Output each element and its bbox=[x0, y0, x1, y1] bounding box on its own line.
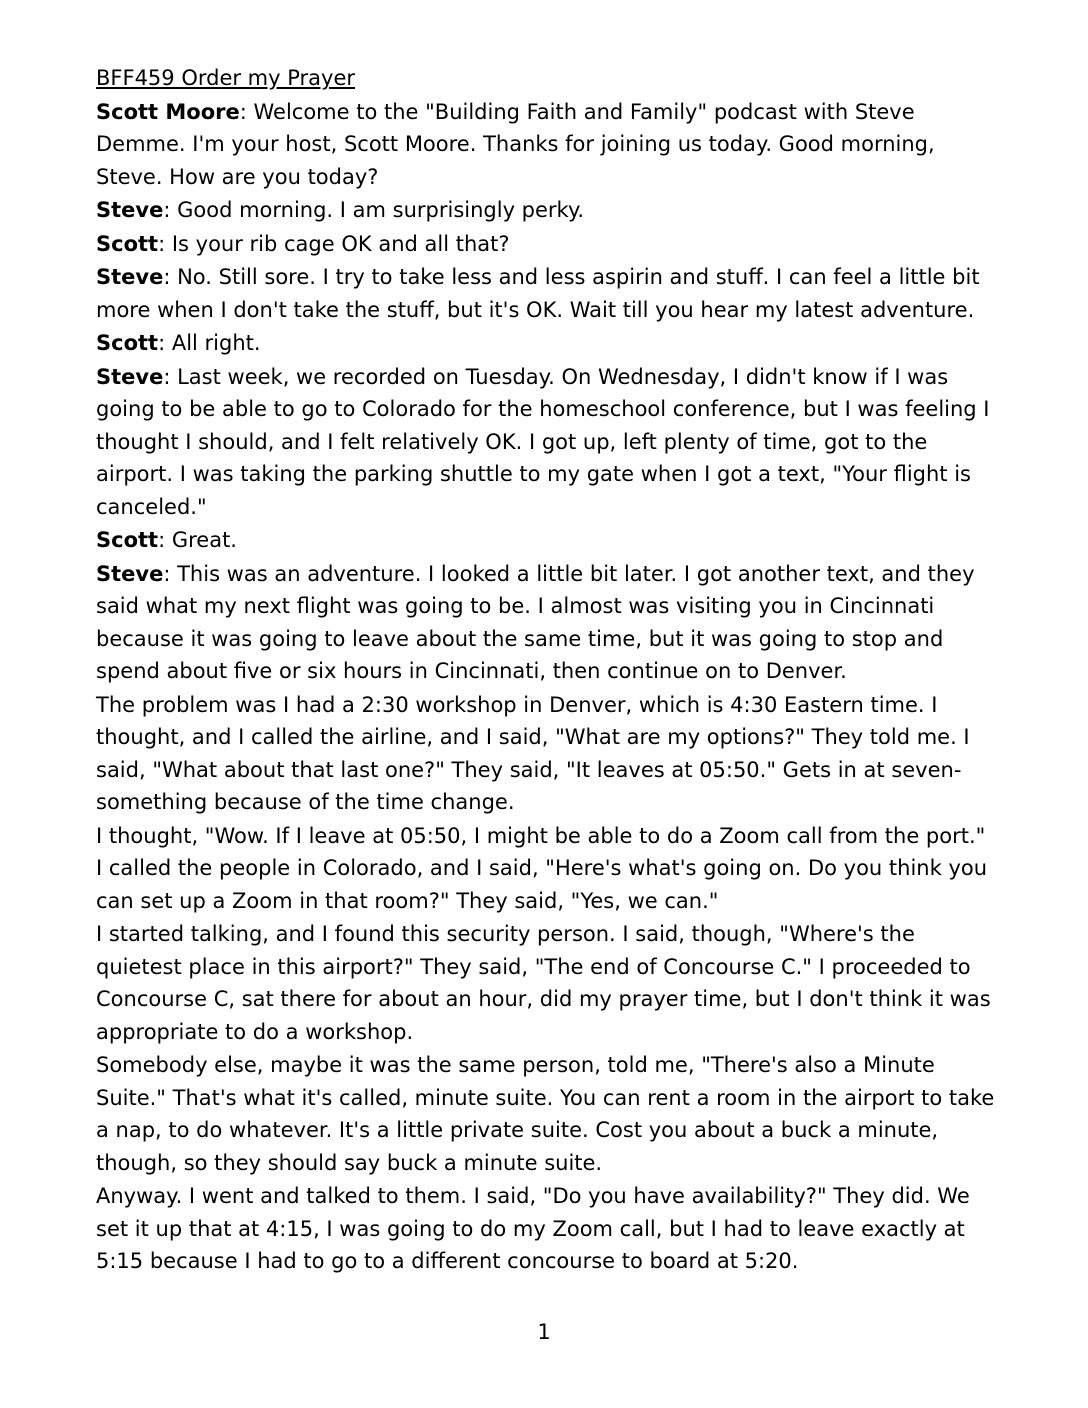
paragraph-text: The problem was I had a 2:30 workshop in Denver, which is 4:30 Eastern time. I thought, and I called the airline, and I said, "What are my options?" They told me. I said, "What about that last one?" They said, "It leaves at 05:50." Gets in at seven-something because of the time change. bbox=[96, 692, 970, 814]
paragraph-text: : Welcome to the "Building Faith and Family" podcast with Steve Demme. I'm your host, Scott Moore. Thanks for joining us today. Good morning, Steve. How are you today? bbox=[96, 99, 935, 189]
transcript-paragraph bbox=[96, 228, 996, 261]
document-title: BFF459 Order my Prayer bbox=[96, 66, 356, 90]
transcript-paragraph bbox=[96, 361, 996, 524]
speaker-name: Steve bbox=[96, 364, 164, 389]
transcript-paragraph bbox=[96, 327, 996, 360]
transcript-paragraph bbox=[96, 261, 996, 326]
transcript-paragraph bbox=[96, 689, 996, 819]
transcript-paragraph bbox=[96, 558, 996, 688]
speaker-name: Steve bbox=[96, 265, 164, 289]
transcript-paragraph bbox=[96, 1180, 996, 1278]
paragraph-text: : Great. bbox=[158, 528, 237, 552]
transcript-paragraph bbox=[96, 918, 996, 1048]
speaker-name: Scott bbox=[96, 331, 159, 355]
speaker-name: Scott bbox=[96, 528, 159, 552]
paragraph-text: Anyway. I went and talked to them. I said, "Do you have availability?" They did. We set it up that at 4:15, I was going to do my Zoom call, but I had to leave exactly at 5:15 because I had to go to a different concourse to board at 5:20. bbox=[96, 1184, 970, 1273]
speaker-name: Scott Moore bbox=[96, 99, 240, 124]
paragraph-text: : Last week, we recorded on Tuesday. On Wednesday, I didn't know if I was going to be able to go to Colorado for the homeschool conference, but I was feeling I thought I should, and I felt relatively OK. I got up, left plenty of time, got to the airport. I was taking the parking shuttle to my gate when I got a text, "Your flight is canceled." bbox=[96, 364, 990, 519]
paragraph-text: : All right. bbox=[158, 331, 261, 355]
paragraph-text: : No. Still sore. I try to take less and less aspirin and stuff. I can feel a little bit more when I don't take the stuff, but it's OK. Wait till you hear my latest adventure. bbox=[96, 265, 980, 322]
transcript-page bbox=[96, 62, 996, 1279]
transcript-paragraph bbox=[96, 96, 996, 194]
page-number: 1 bbox=[537, 1320, 551, 1344]
paragraph-text: I thought, "Wow. If I leave at 05:50, I might be able to do a Zoom call from the port." I called the people in Colorado, and I said, "Here's what's going on. Do you think you can set up a Zoom in that room?" They said, "Yes, we can." bbox=[96, 823, 988, 913]
transcript-paragraph bbox=[96, 524, 996, 557]
paragraph-text: : This was an adventure. I looked a little bit later. I got another text, and they said what my next flight was going to be. I almost was visiting you in Cincinnati because it was going to leave about the same time, but it was going to stop and spend about five or six hours in Cincinnati, then continue on to Denver. bbox=[96, 561, 975, 683]
speaker-name: Steve bbox=[96, 561, 164, 586]
paragraph-text: Somebody else, maybe it was the same person, told me, "There's also a Minute Suite." That's what it's called, minute suite. You can rent a room in the airport to take a nap, to do whatever. It's a little private suite. Cost you about a buck a minute, though, so they should say buck a minute suite. bbox=[96, 1053, 995, 1175]
speaker-name: Steve bbox=[96, 198, 164, 222]
speaker-name: Scott bbox=[96, 231, 159, 256]
transcript-paragraph bbox=[96, 1049, 996, 1179]
transcript-paragraph bbox=[96, 820, 996, 918]
paragraph-text: : Good morning. I am surprisingly perky. bbox=[163, 198, 585, 222]
paragraph-text: I started talking, and I found this security person. I said, though, "Where's the quietest place in this airport?" They said, "The end of Concourse C." I proceeded to Concourse C, sat there for about an hour, did my prayer time, but I don't think it was appropriate to do a workshop. bbox=[96, 922, 991, 1044]
paragraph-text: : Is your rib cage OK and all that? bbox=[158, 231, 510, 256]
transcript-paragraph bbox=[96, 194, 996, 227]
